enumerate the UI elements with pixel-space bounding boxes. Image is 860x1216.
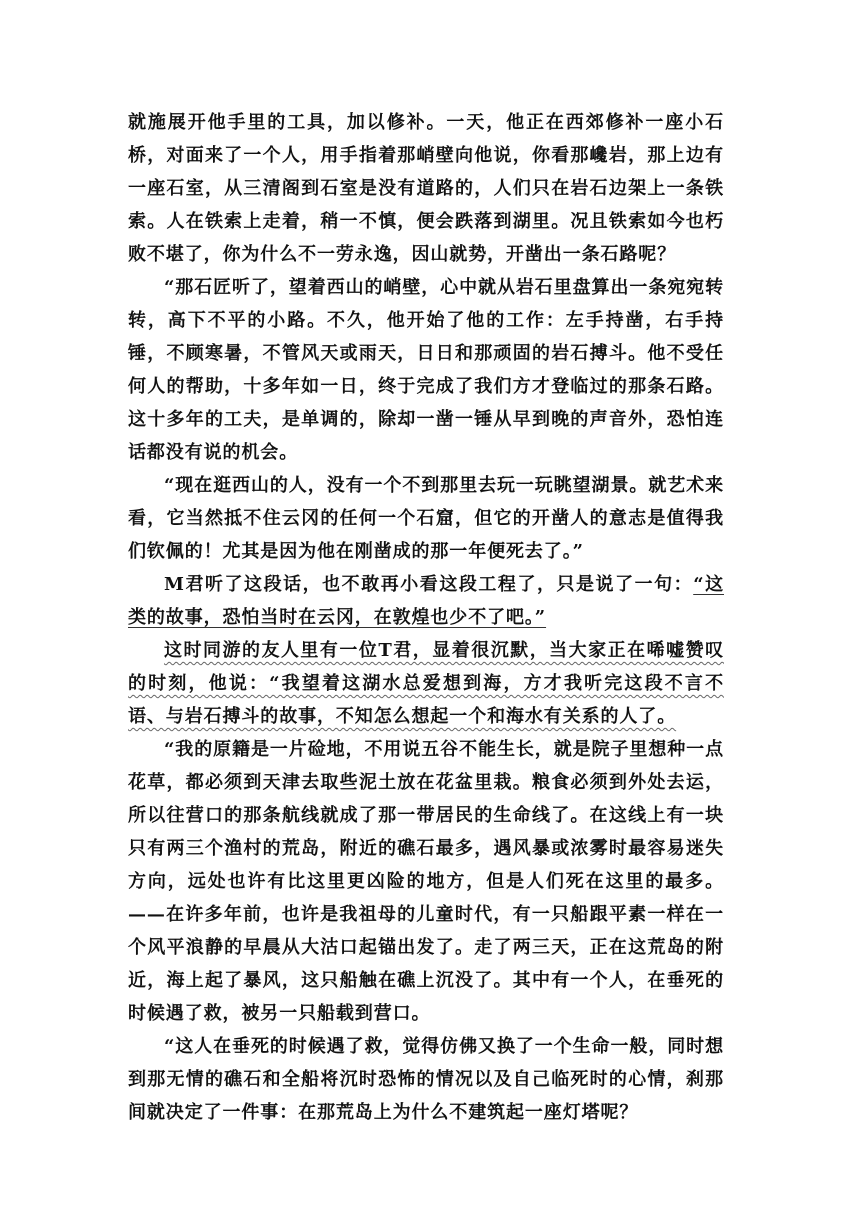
- paragraph-7: “这人在垂死的时候遇了救，觉得仿佛又换了一个生命一般，同时想到那无情的礁石和全船将沉时恐怖的情况以及自己临死时的心情，刹那间就决定了一件事：在那荒岛上为什么不建筑起一座灯塔呢？: [128, 1036, 724, 1123]
- paragraph-1: 就施展开他手里的工具，加以修补。一天，他正在西郊修补一座小石桥，对面来了一个人，用手指着那峭壁向他说，你看那巉岩，那上边有一座石室，从三清阁到石室是没有道路的，人们只在岩石边架上一条铁索。人在铁索上走着，稍一不慎，便会跌落到湖里。况且铁索如今也朽败不堪了，你为什么不一劳永逸，因山就势，开凿出一条石路呢？: [128, 112, 724, 265]
- paragraph-3: “现在逛西山的人，没有一个不到那里去玩一玩眺望湖景。就艺术来看，它当然抵不住云冈的任何一个石窟，但它的开凿人的意志是值得我们钦佩的！尤其是因为他在刚凿成的那一年便死去了。”: [128, 475, 724, 562]
- paragraph-2: “那石匠听了，望着西山的峭壁，心中就从岩石里盘算出一条宛宛转转，高下不平的小路。不久，他开始了他的工作：左手持凿，右手持锤，不顾寒暑，不管风天或雨天，日日和那顽固的岩石搏斗。他不受任何人的帮助，十多年如一日，终于完成了我们方才登临过的那条石路。这十多年的工夫，是单调的，除却一凿一锤从早到晚的声音外，恐怕连话都没有说的机会。: [128, 277, 724, 463]
- paragraph-5: [128, 634, 724, 733]
- paragraph-4-lead-text: M君听了这段话，也不敢再小看这段工程了，只是说了一句：: [164, 574, 694, 595]
- paragraph-4: [128, 568, 724, 634]
- underlined-quote: “这类的故事，恐怕当时在云冈，在敦煌也少不了吧。”: [128, 574, 724, 628]
- document-page: [128, 106, 724, 1129]
- paragraph-6: “我的原籍是一片硷地，不用说五谷不能生长，就是院子里想种一点花草，都必须到天津去取些泥土放在花盆里栽。粮食必须到外处去运，所以往营口的那条航线就成了那一带居民的生命线了。在这线上有一块只有两三个渔村的荒岛，附近的礁石最多，遇风暴或浓雾时最容易迷失方向，远处也许有比这里更凶险的地方，但是人们死在这里的最多。——在许多年前，也许是我祖母的儿童时代，有一只船跟平素一样在一个风平浪静的早晨从大沽口起锚出发了。走了两三天，正在这荒岛的附近，海上起了暴风，这只船触在礁上沉没了。其中有一个人，在垂死的时候遇了救，被另一只船载到营口。: [128, 739, 724, 1024]
- wavy-underlined-passage: 这时同游的友人里有一位T君，显着很沉默，当大家正在唏嘘赞叹的时刻，他说：“我望着这湖水总爱想到海，方才我听完这段不言不语、与岩石搏斗的故事，不知怎么想起一个和海水有关系的人了。: [128, 640, 724, 727]
